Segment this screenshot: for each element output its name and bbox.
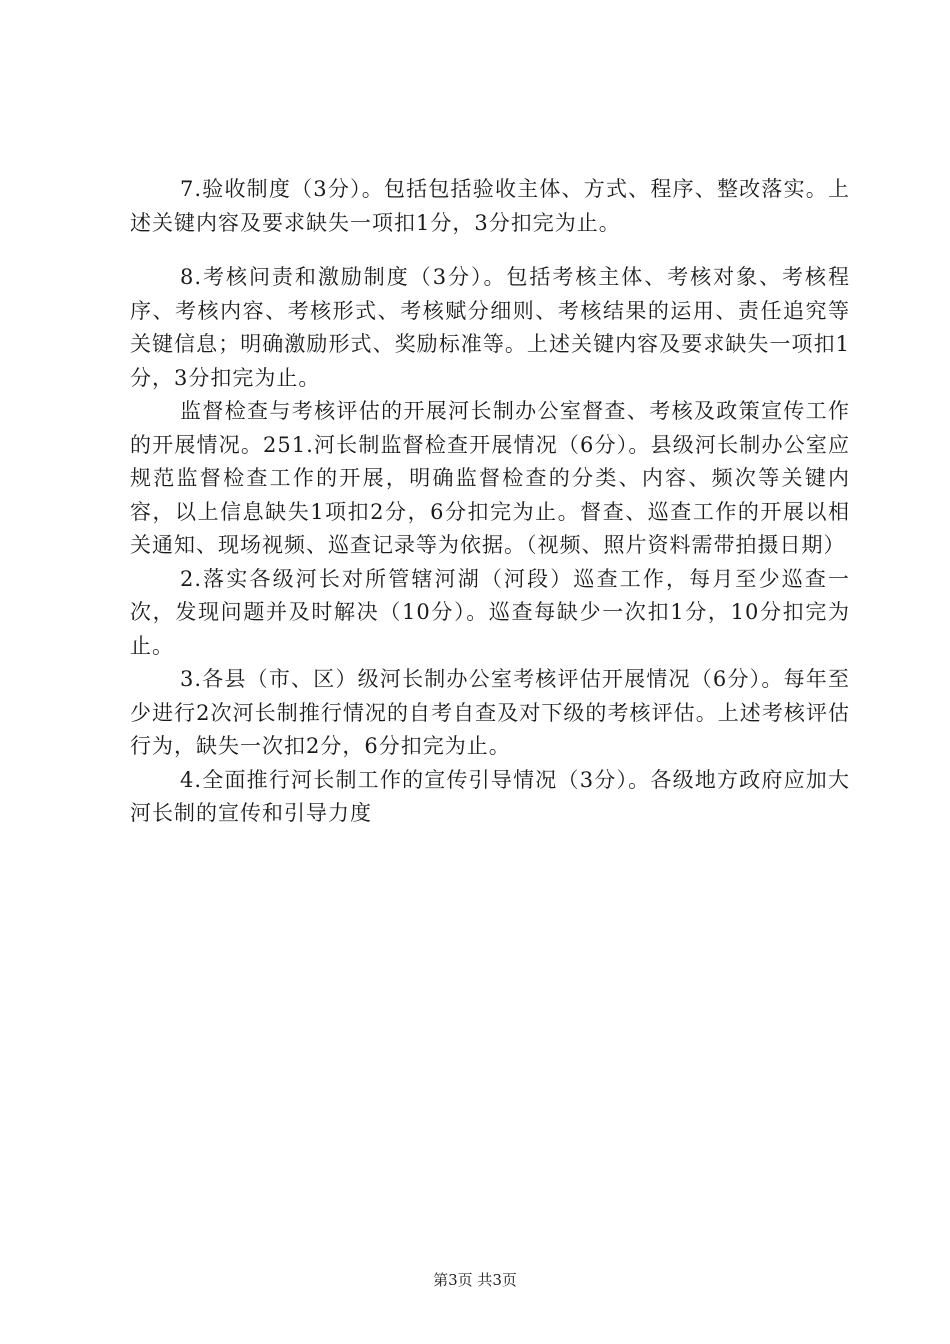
paragraph-river-patrol: 2.落实各级河长对所管辖河湖（河段）巡查工作，每月至少巡查一次，发现问题并及时解决（10分）。巡查每缺少一次扣1分，10分扣完为止。 (130, 566, 850, 658)
paragraph-acceptance-system: 7.验收制度（3分）。包括包括验收主体、方式、程序、整改落实。上述关键内容及要求缺失一项扣1分，3分扣完为止。 (130, 177, 850, 235)
paragraph-county-assessment: 3.各县（市、区）级河长制办公室考核评估开展情况（6分）。每年至少进行2次河长制推行情况的自考自查及对下级的考核评估。上述考核评估行为，缺失一次扣2分，6分扣完为止。 (130, 667, 850, 758)
document-body (130, 173, 850, 831)
paragraph-assessment-incentive-system: 8.考核问责和激励制度（3分）。包括考核主体、考核对象、考核程序、考核内容、考核形式、考核赋分细则、考核结果的运用、责任追究等关键信息；明确激励形式、奖励标准等。上述关键内容及要求缺失一项扣1分，3分扣完为止。 (130, 265, 850, 390)
paragraph-publicity-guidance: 4.全面推行河长制工作的宣传引导情况（3分）。各级地方政府应加大河长制的宣传和引导力度 (130, 767, 850, 825)
paragraph-supervision-inspection: 监督检查与考核评估的开展河长制办公室督查、考核及政策宣传工作的开展情况。251.河长制监督检查开展情况（6分）。县级河长制办公室应规范监督检查工作的开展，明确监督检查的分类、内容、频次等关键内容，以上信息缺失1项扣2分，6分扣完为止。督查、巡查工作的开展以相关通知、现场视频、巡查记录等为依据。（视频、照片资料需带拍摄日期） (130, 399, 850, 557)
page-number-footer: 第3页 共3页 (433, 1271, 517, 1289)
